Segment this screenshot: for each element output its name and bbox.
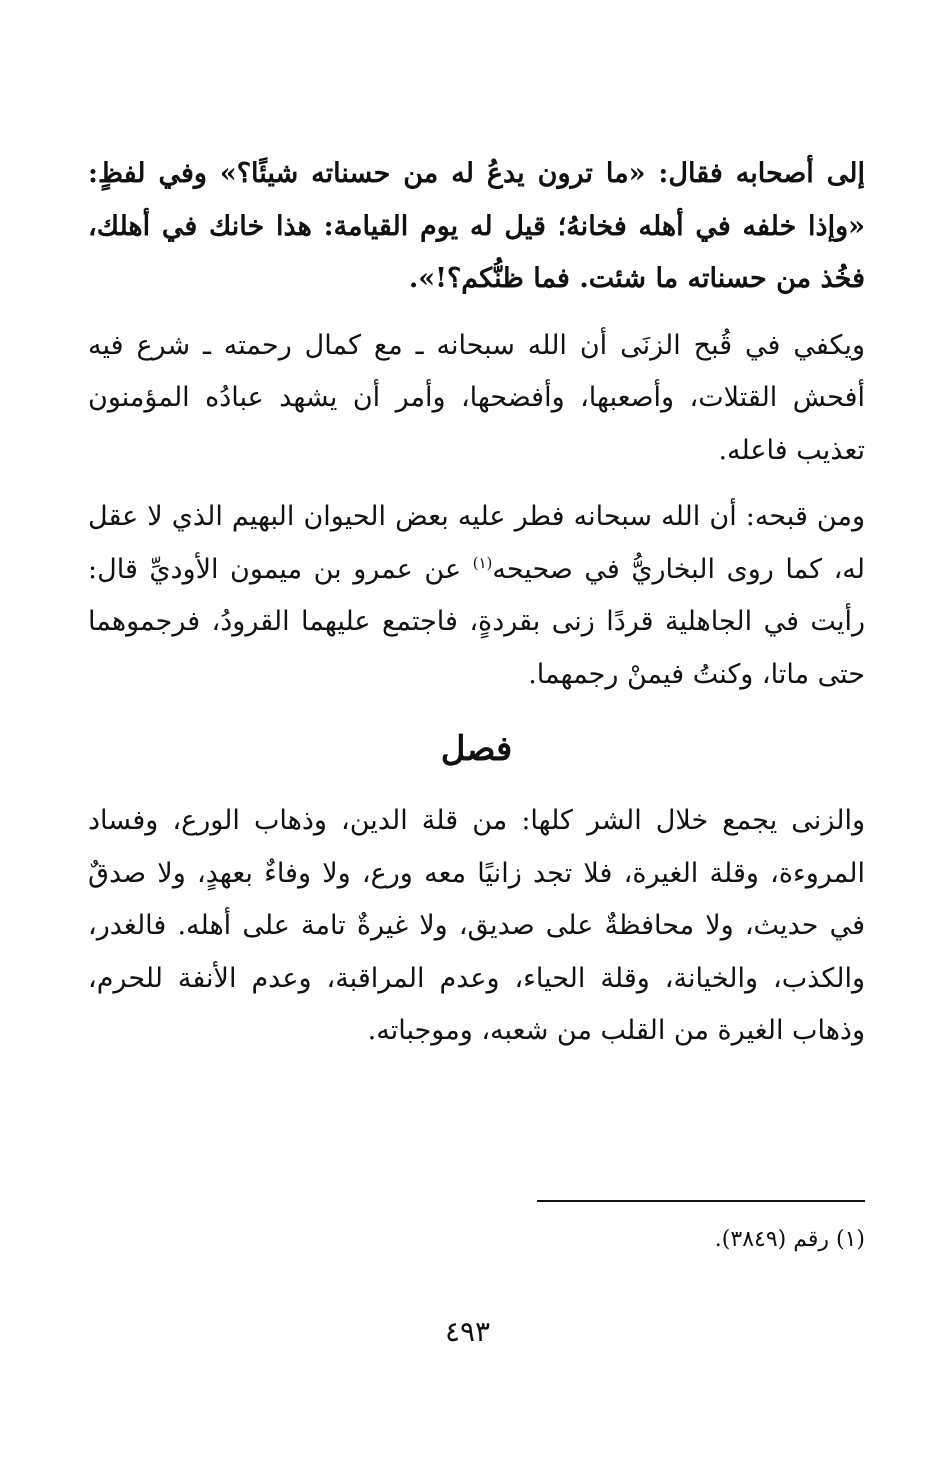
body-paragraph-bukhari [88, 491, 865, 701]
page-body [88, 148, 865, 1058]
bukhari-text-before-ref: ومن قبحه: أن الله سبحانه فطر عليه بعض الحيوان البهيم الذي لا عقل له، كما روى البخاريُّ في صحيحه [88, 501, 865, 585]
body-paragraph-ugliness: ويكفي في قُبح الزنَى أن الله سبحانه ـ مع كمال رحمته ـ شرع فيه أفحش القتلات، وأصعبها، وأفضحها، وأمر أن يشهد عبادُه المؤمنون تعذيب فاعله. [88, 329, 865, 466]
footnote-reference: (١) [472, 553, 493, 572]
bukhari-text-after-ref: عن عمرو بن ميمون الأوديِّ قال: رأيت في الجاهلية قردًا زنى بقردةٍ، فاجتمع عليهما القرودُ، فرجموهما حتى ماتا، وكنتُ فيمنْ رجمهما. [88, 553, 865, 690]
section-heading: فصل [440, 729, 513, 769]
footnote-divider [537, 1200, 865, 1202]
page-number: ٤٩٣ [444, 1315, 491, 1348]
hadith-quote-paragraph: إلى أصحابه فقال: «ما ترون يدعُ له من حسناته شيئًا؟» وفي لفظٍ: «وإذا خلفه في أهله فخانهُ؛ قيل له يوم القيامة: هذا خانك في أهلك، فخُذ من حسناته ما شئت. فما ظنُّكم؟!». [88, 158, 865, 294]
footnote-text: (١) رقم (٣٨٤٩). [714, 1227, 865, 1252]
section-paragraph: والزنى يجمع خلال الشر كلها: من قلة الدين، وذهاب الورع، وفساد المروءة، وقلة الغيرة، فلا تجد زانيًا معه ورع، ولا وفاءٌ بعهدٍ، ولا صدقٌ في حديث، ولا محافظةٌ على صديق، ولا غيرةٌ تامة على أهله. فالغدر، والكذب، والخيانة، وقلة الحياء، وعدم المراقبة، وعدم الأنفة للحرم، وذهاب الغيرة من القلب من شعبه، وموجباته. [88, 805, 865, 1046]
